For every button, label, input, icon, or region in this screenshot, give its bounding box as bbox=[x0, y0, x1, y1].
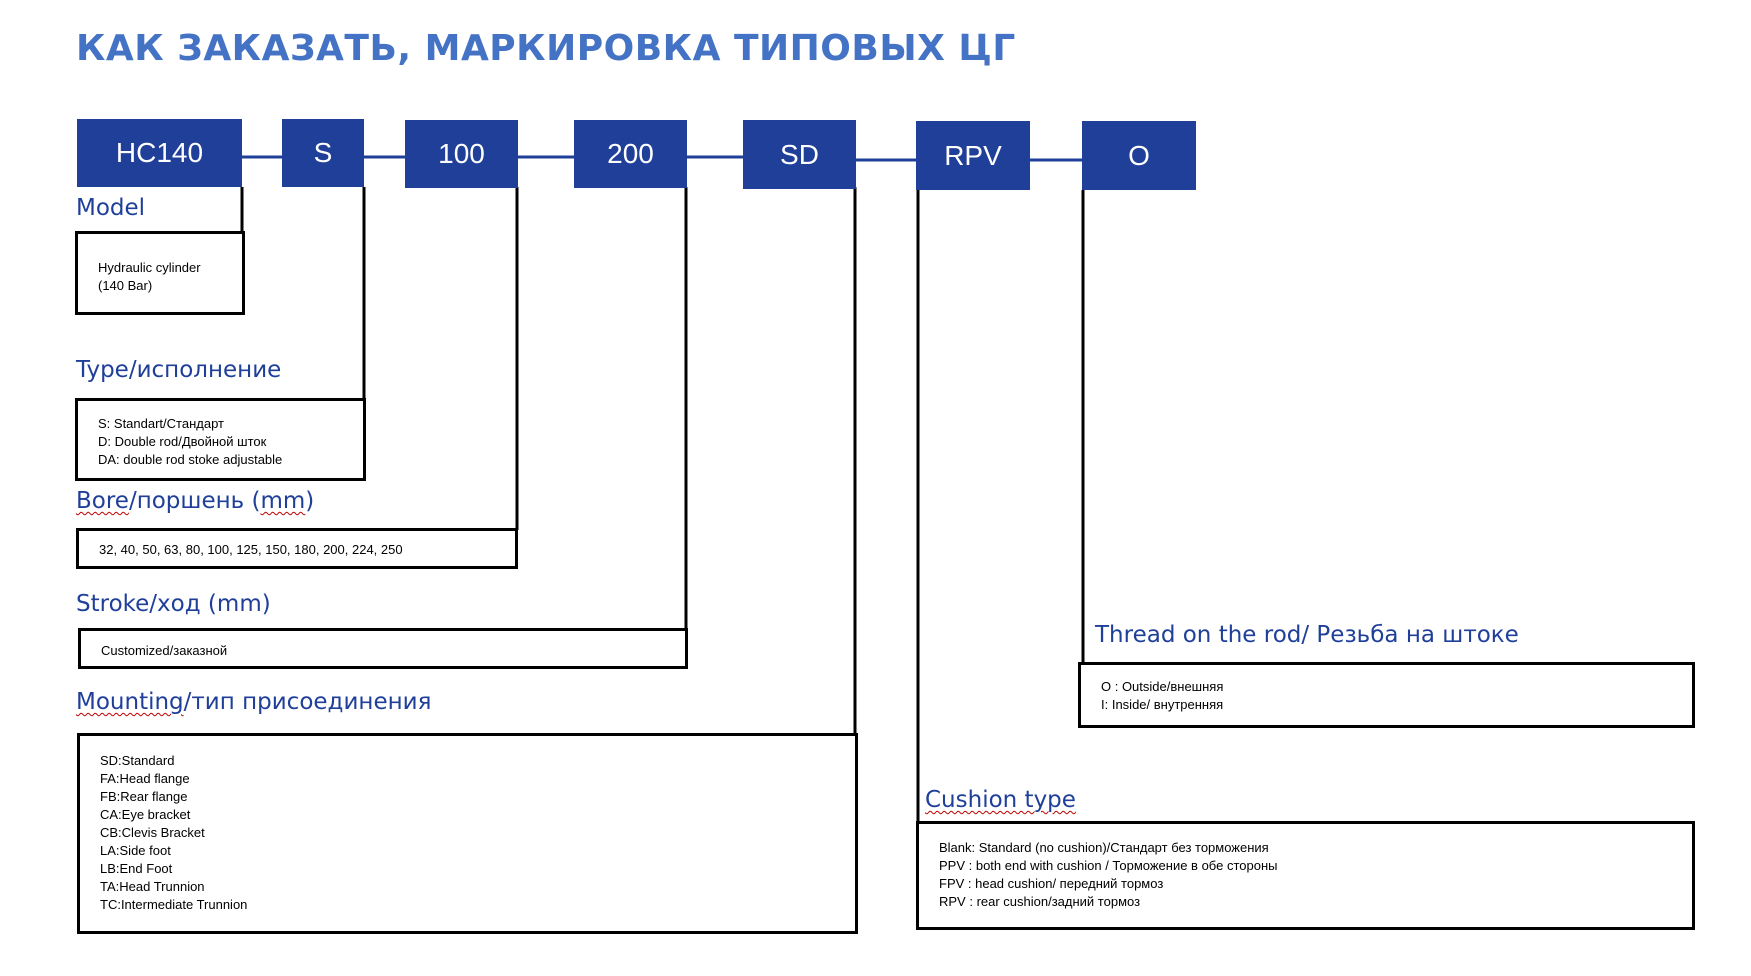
mounting-line-7: LB:End Foot bbox=[100, 861, 173, 876]
cushion-heading-text: Cushion type bbox=[925, 787, 1076, 813]
heading-mounting bbox=[76, 689, 431, 715]
type-line-1: S: Standart/Стандарт bbox=[98, 416, 224, 431]
mounting-heading-text: /тип присоединения bbox=[183, 689, 432, 715]
box-bore bbox=[76, 528, 518, 569]
code-cushion: RPV bbox=[916, 121, 1030, 190]
code-thread: O bbox=[1082, 121, 1196, 190]
bore-heading-word: Bore bbox=[76, 488, 129, 514]
mounting-line-2: FA:Head flange bbox=[100, 771, 190, 786]
thread-line-2: I: Inside/ внутренняя bbox=[1101, 697, 1224, 712]
mounting-line-5: CB:Clevis Bracket bbox=[100, 825, 205, 840]
box-thread bbox=[1078, 662, 1695, 728]
code-stroke: 200 bbox=[574, 120, 687, 188]
box-stroke bbox=[78, 628, 688, 669]
code-bore: 100 bbox=[405, 120, 518, 188]
bore-line-1: 32, 40, 50, 63, 80, 100, 125, 150, 180, 200, 224, 250 bbox=[99, 542, 403, 557]
code-mounting: SD bbox=[743, 120, 856, 189]
code-type: S bbox=[282, 119, 364, 187]
mounting-heading-word: Mounting bbox=[76, 689, 184, 715]
stroke-line-1: Customized/заказной bbox=[101, 643, 228, 658]
mounting-line-9: TC:Intermediate Trunnion bbox=[100, 897, 248, 912]
box-type bbox=[75, 398, 366, 481]
box-cushion bbox=[916, 821, 1695, 930]
model-line-1: Hydraulic cylinder bbox=[98, 260, 201, 275]
type-line-3: DA: double rod stoke adjustable bbox=[98, 452, 283, 467]
cushion-line-2: PPV : both end with cushion / Торможение в обе стороны bbox=[939, 858, 1278, 873]
heading-bore bbox=[76, 488, 314, 514]
heading-model: Model bbox=[76, 195, 146, 221]
code-model: HC140 bbox=[77, 119, 242, 187]
mounting-line-3: FB:Rear flange bbox=[100, 789, 188, 804]
page-title: КАК ЗАКАЗАТЬ, МАРКИРОВКА ТИПОВЫХ ЦГ bbox=[76, 28, 1016, 69]
bore-heading-text: /поршень ( bbox=[128, 488, 261, 514]
heading-type: Type/исполнение bbox=[76, 357, 282, 383]
cushion-line-4: RPV : rear cushion/задний тормоз bbox=[939, 894, 1141, 909]
cushion-line-1: Blank: Standard (no cushion)/Стандарт без торможения bbox=[939, 840, 1269, 855]
cushion-line-3: FPV : head cushion/ передний тормоз bbox=[939, 876, 1164, 891]
thread-line-1: O : Outside/внешняя bbox=[1101, 679, 1224, 694]
mounting-line-8: TA:Head Trunnion bbox=[100, 879, 205, 894]
bore-heading-close: ) bbox=[305, 488, 315, 514]
mounting-line-1: SD:Standard bbox=[100, 753, 175, 768]
mounting-line-6: LA:Side foot bbox=[100, 843, 171, 858]
mounting-line-4: CA:Eye bracket bbox=[100, 807, 191, 822]
model-line-2: (140 Bar) bbox=[98, 278, 153, 293]
heading-stroke: Stroke/ход (mm) bbox=[76, 591, 271, 617]
heading-cushion bbox=[925, 787, 1076, 813]
heading-thread: Thread on the rod/ Резьба на штоке bbox=[1095, 622, 1519, 648]
box-model bbox=[75, 231, 245, 315]
type-line-2: D: Double rod/Двойной шток bbox=[98, 434, 267, 449]
bore-heading-unit: mm bbox=[260, 488, 306, 514]
box-mounting bbox=[77, 733, 858, 934]
